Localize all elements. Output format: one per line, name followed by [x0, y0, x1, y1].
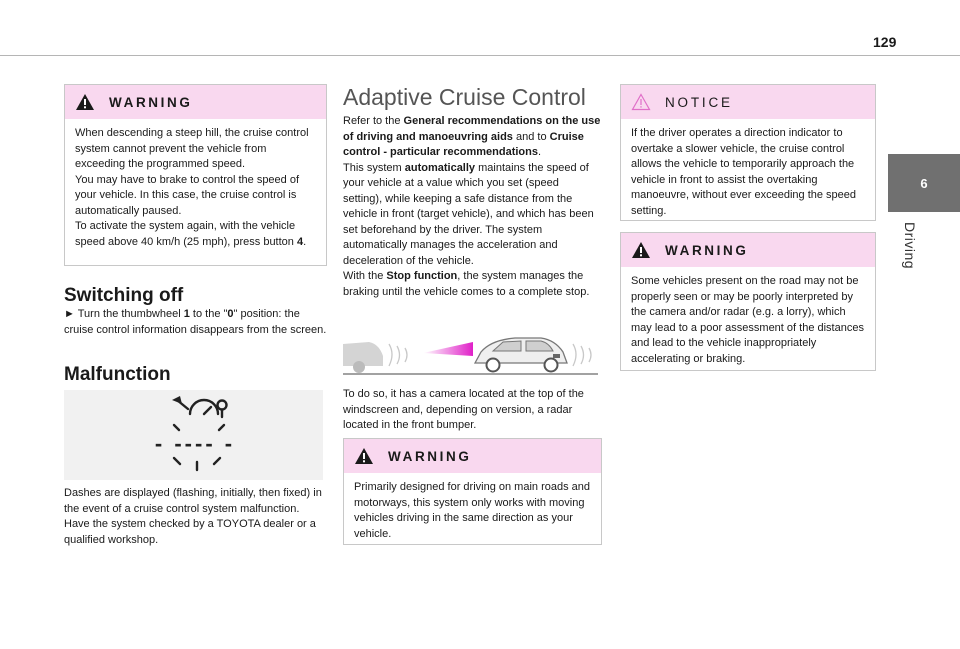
cruise-control-fault-icon	[64, 390, 323, 480]
warning-box-main-roads	[343, 438, 602, 545]
heading-switching-off: Switching off	[64, 285, 184, 306]
switching-off-text: ► Turn the thumbwheel 1 to the "0" position: the cruise control information disappears from the screen.	[64, 308, 327, 336]
notice-box	[620, 84, 876, 221]
heading-adaptive-cruise-control: Adaptive Cruise Control	[343, 84, 586, 110]
notice-title: NOTICE	[665, 94, 733, 110]
warning-triangle-icon	[354, 447, 374, 465]
warning-body	[65, 119, 326, 258]
bullet-arrow: ►	[64, 308, 75, 320]
warning-body: Primarily designed for driving on main roads and motorways, this system only works with moving vehicles driving in the same direction as your vehicle.	[354, 481, 591, 540]
camera-radar-text: To do so, it has a camera located at the top of the windscreen and, depending on version, a radar located in the front bumper.	[343, 388, 584, 431]
warning-triangle-icon	[631, 241, 651, 259]
dashes-readout: - ---- -	[154, 431, 236, 456]
notice-header	[621, 85, 875, 119]
warning-box-descending	[64, 84, 327, 266]
chapter-tab[interactable]: 6	[888, 154, 960, 212]
notice-body: If the driver operates a direction indicator to overtake a slower vehicle, the cruise control allows the vehicle to temporarily approach the vehicle in front to assist the overtaking manoeuvre, without ever exceeding the speed setting.	[631, 127, 857, 217]
page-number: 129	[873, 34, 897, 50]
acc-intro-text: Refer to the General recommendations on the use of driving and manoeuvring aids and to Cruise control - particular recommendations. This system automatically maintains the speed of your vehicle at a value which you set (speed setting), while keeping a safe distance from the vehicle in front (target vehicle), and which has been set beforehand by the driver. The system automatically manages the acceleration and deceleration of the vehicle. With the Stop function, the system manages the braking until the vehicle comes to a complete stop.	[343, 115, 601, 298]
malfunction-text: Dashes are displayed (flashing, initially, then fixed) in the event of a cruise control system malfunction. Have the system checked by a TOYOTA dealer or a qualified workshop.	[64, 487, 322, 546]
warning-header	[621, 233, 875, 267]
warning-title: WARNING	[109, 94, 193, 110]
chapter-title: Driving	[902, 222, 918, 270]
button-ref: 4	[296, 235, 304, 248]
notice-triangle-icon	[631, 93, 651, 111]
warning-line: To activate the system again, with the vehicle speed above 40 km/h (25 mph), press button 4.	[75, 220, 307, 248]
warning-box-vehicles	[620, 232, 876, 371]
warning-body: Some vehicles present on the road may not be properly seen or may be poorly interpreted by the camera and/or radar (e.g. a lorry), which may lead to a poor assessment of the distances and lead to the vehicle inappropriately accelerating or braking.	[631, 275, 864, 365]
vehicle-following-icon	[343, 330, 598, 376]
warning-line: When descending a steep hill, the cruise control system cannot prevent the vehicle from exceeding the programmed speed.	[75, 127, 309, 170]
warning-title: WARNING	[388, 448, 472, 464]
warning-triangle-icon	[75, 93, 95, 111]
warning-title: WARNING	[665, 242, 749, 258]
warning-header	[65, 85, 326, 119]
heading-malfunction: Malfunction	[64, 364, 171, 385]
warning-line: You may have to brake to control the speed of your vehicle. In this case, the cruise control is automatically paused.	[75, 173, 300, 217]
top-divider	[0, 55, 960, 56]
warning-header	[344, 439, 601, 473]
acc-illustration	[343, 330, 598, 376]
malfunction-display-illustration	[64, 390, 323, 480]
